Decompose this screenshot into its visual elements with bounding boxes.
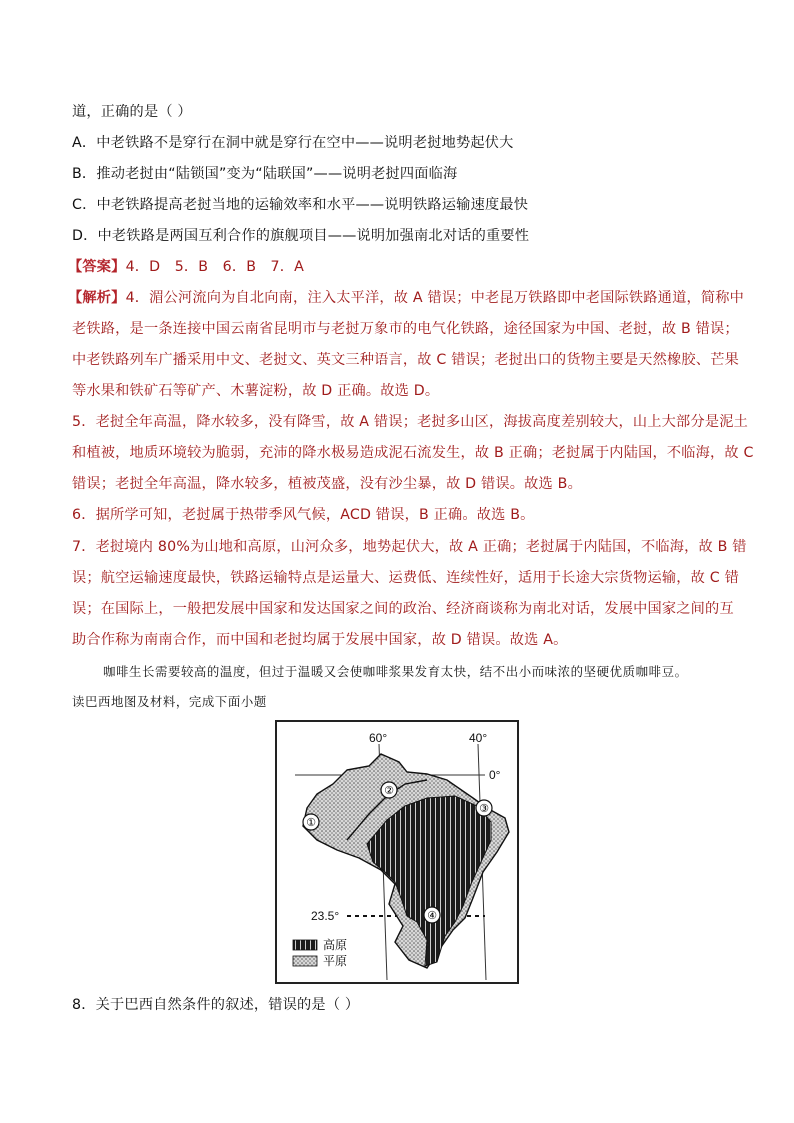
lat-label-0: 0° — [489, 768, 501, 782]
legend-plateau-swatch — [293, 940, 317, 950]
analysis-line-12: 助合作称为南南合作，而中国和老挝均属于发展中国家，故 D 错误。故选 A。 — [72, 632, 568, 648]
analysis-text: 4．湄公河流向为自北向南，注入太平洋，故 A 错误；中老昆万铁路即中老国际铁路通道，简称中 — [125, 290, 745, 306]
analysis-line-6: 和植被，地质环境较为脆弱，充沛的降水极易造成泥石流发生，故 B 正确；老挝属于内陆国，不临海，故 C — [72, 445, 754, 461]
analysis-line-9: 7．老挝境内 80%为山地和高原，山河众多，地势起伏大，故 A 正确；老挝属于内陆国，不临海，故 B 错 — [72, 539, 747, 555]
option-c: C．中老铁路提高老挝当地的运输效率和水平——说明铁路运输速度最快 — [72, 197, 529, 213]
brazil-map — [275, 720, 519, 984]
marker-2-label: ② — [384, 784, 394, 797]
analysis-line-11: 误；在国际上，一般把发展中国家和发达国家之间的政治、经济商谈称为南北对话，发展中国家之间的互 — [72, 601, 734, 617]
lon-label-40: 40° — [469, 731, 488, 745]
marker-1 — [303, 814, 319, 830]
lon-label-60: 60° — [369, 731, 388, 745]
marker-4-label: ④ — [427, 909, 437, 922]
option-a: A．中老铁路不是穿行在洞中就是穿行在空中——说明老挝地势起伏大 — [72, 135, 514, 151]
material-line-2: 读巴西地图及材料，完成下面小题 — [72, 694, 267, 709]
analysis-line-2: 老铁路，是一条连接中国云南省昆明市与老挝万象市的电气化铁路，途径国家为中国、老挝，故 B 错误； — [72, 321, 739, 337]
answer-line — [68, 257, 723, 277]
brazil-map-svg — [277, 722, 517, 982]
marker-3 — [476, 800, 492, 816]
analysis-line-7: 错误；老挝全年高温，降水较多，植被茂盛，没有沙尘暴，故 D 错误。故选 B。 — [72, 476, 582, 492]
legend-plateau-label: 高原 — [323, 938, 348, 952]
analysis-line-8: 6．据所学可知，老挝属于热带季风气候，ACD 错误，B 正确。故选 B。 — [72, 507, 535, 523]
question-prefix: 道，正确的是（ ） — [72, 104, 192, 120]
lat-label-23-5: 23.5° — [311, 909, 340, 923]
marker-2 — [381, 782, 397, 798]
legend-plain-label: 平原 — [323, 954, 348, 968]
analysis-line-10: 误；航空运输速度最快，铁路运输特点是运量大、运费低、连续性好，适用于长途大宗货物运输，故 C 错 — [72, 570, 739, 586]
option-b: B．推动老挝由“陆锁国”变为“陆联国”——说明老挝四面临海 — [72, 166, 458, 182]
answer-text: 4．D 5．B 6．B 7．A — [125, 259, 305, 275]
marker-4 — [424, 907, 440, 923]
analysis-line-4: 等水果和铁矿石等矿产、木薯淀粉，故 D 正确。故选 D。 — [72, 383, 440, 399]
question-8: 8．关于巴西自然条件的叙述，错误的是（ ） — [72, 997, 360, 1013]
analysis-line-1 — [68, 288, 745, 308]
legend-plain-swatch — [293, 956, 317, 966]
option-d: D．中老铁路是两国互利合作的旗舰项目——说明加强南北对话的重要性 — [72, 228, 530, 244]
marker-3-label: ③ — [479, 802, 489, 815]
marker-1-label: ① — [306, 816, 316, 829]
analysis-tag: 【解析】 — [68, 290, 126, 306]
material-line-1: 咖啡生长需要较高的温度，但过于温暖又会使咖啡浆果发育太快，结不出小而味浓的坚硬优质咖啡豆。 — [103, 664, 688, 679]
analysis-line-5: 5．老挝全年高温，降水较多，没有降雪，故 A 错误；老挝多山区，海拔高度差别较大，山上大部分是泥土 — [72, 414, 748, 430]
analysis-line-3: 中老铁路列车广播采用中文、老挝文、英文三种语言，故 C 错误；老挝出口的货物主要是天然橡胶、芒果 — [72, 352, 739, 368]
answer-tag: 【答案】 — [68, 259, 126, 275]
